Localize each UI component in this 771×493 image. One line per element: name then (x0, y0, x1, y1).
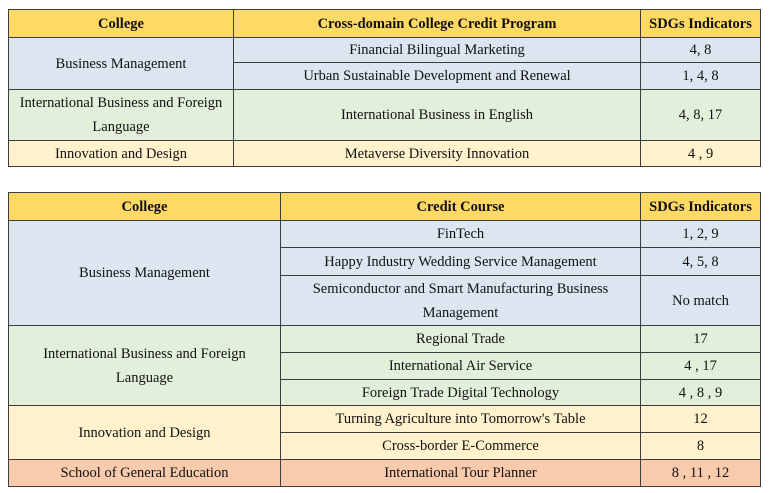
course-cell: Regional Trade (281, 326, 641, 353)
sdgs-cell: 4, 5, 8 (641, 248, 761, 276)
table-row (9, 38, 761, 63)
column-header-course: Credit Course (281, 193, 641, 221)
sdgs-cell: 4 , 9 (641, 141, 761, 167)
program-cell: Urban Sustainable Development and Renewal (234, 63, 641, 90)
table-row (9, 221, 761, 248)
sdgs-cell: 1, 2, 9 (641, 221, 761, 248)
sdgs-cell: 17 (641, 326, 761, 353)
course-cell: Foreign Trade Digital Technology (281, 380, 641, 406)
column-header-sdgs: SDGs Indicators (641, 10, 761, 38)
sdgs-cell: 4, 8, 17 (641, 90, 761, 141)
college-cell: Business Management (9, 221, 281, 326)
column-header-sdgs: SDGs Indicators (641, 193, 761, 221)
credit-course-table (8, 192, 761, 487)
sdgs-cell: 8 , 11 , 12 (641, 460, 761, 487)
column-header-program: Cross-domain College Credit Program (234, 10, 641, 38)
sdgs-cell: 12 (641, 406, 761, 433)
course-cell: International Air Service (281, 353, 641, 380)
table-header-row (9, 10, 761, 38)
program-cell: Metaverse Diversity Innovation (234, 141, 641, 167)
course-cell: International Tour Planner (281, 460, 641, 487)
table-row (9, 406, 761, 433)
sdgs-cell: No match (641, 276, 761, 326)
table-row (9, 460, 761, 487)
course-cell: Happy Industry Wedding Service Management (281, 248, 641, 276)
credit-program-table (8, 9, 761, 167)
table-row (9, 326, 761, 353)
sdgs-cell: 8 (641, 433, 761, 460)
sdgs-cell: 1, 4, 8 (641, 63, 761, 90)
course-cell: FinTech (281, 221, 641, 248)
course-cell: Turning Agriculture into Tomorrow's Table (281, 406, 641, 433)
college-cell: International Business and Foreign Language (9, 326, 281, 406)
table-row (9, 141, 761, 167)
college-cell: International Business and Foreign Language (9, 90, 234, 141)
table-header-row (9, 193, 761, 221)
sdgs-cell: 4 , 17 (641, 353, 761, 380)
college-cell: Business Management (9, 38, 234, 90)
college-cell: Innovation and Design (9, 141, 234, 167)
table-row (9, 90, 761, 141)
column-header-college: College (9, 10, 234, 38)
college-cell: School of General Education (9, 460, 281, 487)
sdgs-cell: 4, 8 (641, 38, 761, 63)
program-cell: International Business in English (234, 90, 641, 141)
course-cell: Cross-border E-Commerce (281, 433, 641, 460)
college-cell: Innovation and Design (9, 406, 281, 460)
column-header-college: College (9, 193, 281, 221)
course-cell: Semiconductor and Smart Manufacturing Business Management (281, 276, 641, 326)
sdgs-cell: 4 , 8 , 9 (641, 380, 761, 406)
program-cell: Financial Bilingual Marketing (234, 38, 641, 63)
